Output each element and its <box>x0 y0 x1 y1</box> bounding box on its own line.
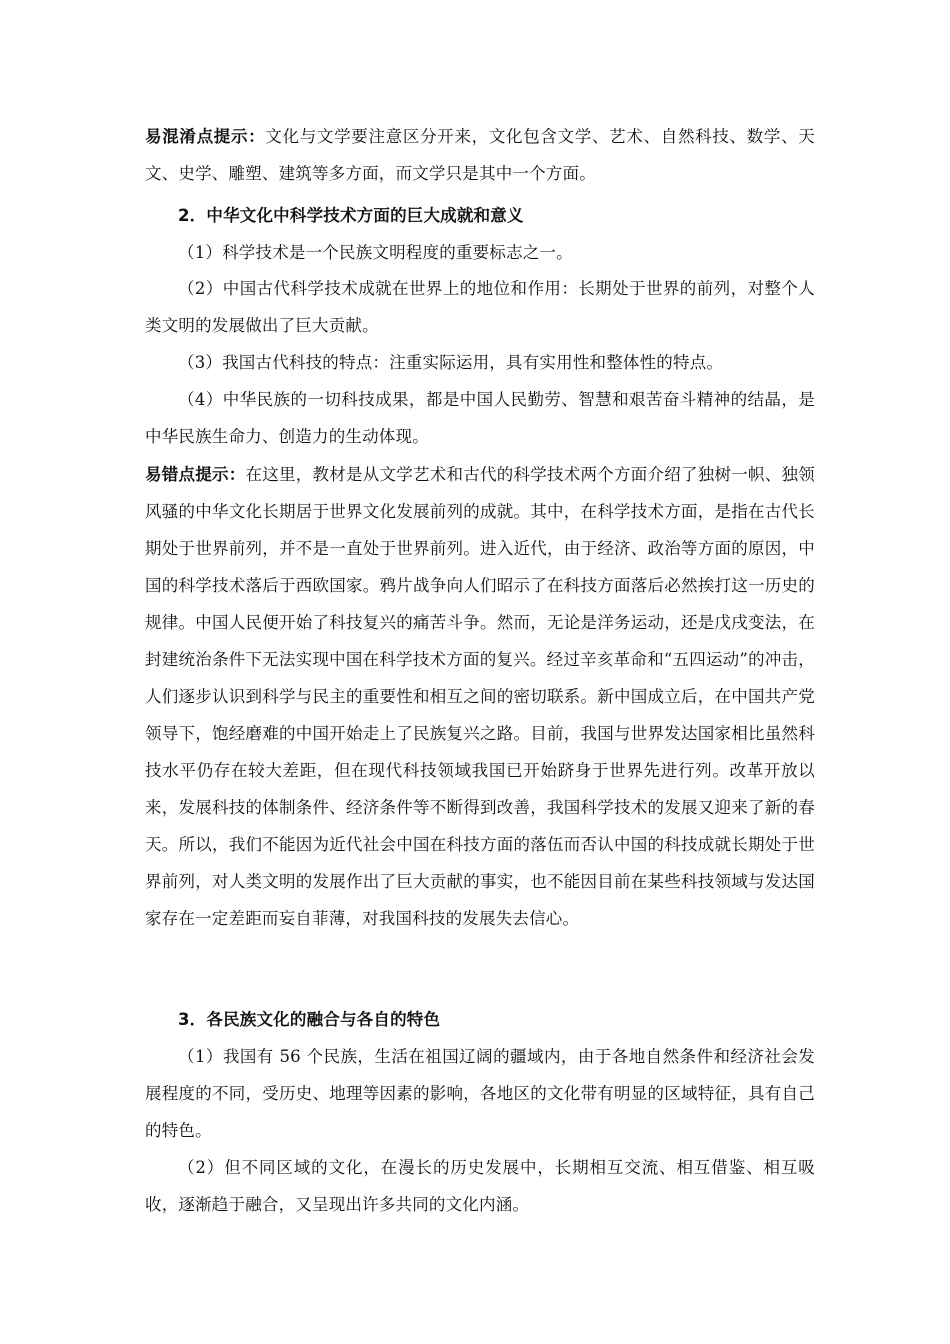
error-tip-label: 易错点提示： <box>145 465 246 484</box>
error-tip-paragraph <box>145 456 815 937</box>
paragraph-3-2: （2）但不同区域的文化，在漫长的历史发展中，长期相互交流、相互借鉴、相互吸收，逐渐趋于融合，又呈现出许多共同的文化内涵。 <box>145 1158 815 1214</box>
error-tip-text: 在这里，教材是从文学艺术和古代的科学技术两个方面介绍了独树一帜、独领风骚的中华文化长期居于世界文化发展前列的成就。其中，在科学技术方面，是指在古代长期处于世界前列，并不是一直处于世界前列。进入近代，由于经济、政治等方面的原因，中国的科学技术落后于西欧国家。鸦片战争向人们昭示了在科技方面落后必然挨打这一历史的规律。中国人民便开始了科技复兴的痛苦斗争。然而，无论是洋务运动，还是戊戌变法，在封建统治条件下无法实现中国在科学技术方面的复兴。经过辛亥革命和“五四运动”的冲击，人们逐步认识到科学与民主的重要性和相互之间的密切联系。新中国成立后，在中国共产党领导下，饱经磨难的中国开始走上了民族复兴之路。目前，我国与世界发达国家相比虽然科技水平仍存在较大差距，但在现代科技领域我国已开始跻身于世界先进行列。改革开放以来，发展科技的体制条件、经济条件等不断得到改善，我国科学技术的发展又迎来了新的春天。所以，我们不能因为近代社会中国在科技方面的落伍而否认中国的科技成就长期处于世界前列，对人类文明的发展作出了巨大贡献的事实，也不能因目前在某些科技领域与发达国家存在一定差距而妄自菲薄，对我国科技的发展失去信心。 <box>145 465 815 928</box>
paragraph-2-4: （4）中华民族的一切科技成果，都是中国人民勤劳、智慧和艰苦奋斗精神的结晶，是中华民族生命力、创造力的生动体现。 <box>145 390 815 446</box>
paragraph-2-2: （2）中国古代科学技术成就在世界上的地位和作用：长期处于世界的前列，对整个人类文明的发展做出了巨大贡献。 <box>145 279 815 335</box>
paragraph-2-3: （3）我国古代科技的特点：注重实际运用，具有实用性和整体性的特点。 <box>178 353 724 372</box>
confusion-tip-paragraph <box>145 118 815 192</box>
confusion-tip-label: 易混淆点提示： <box>145 127 266 146</box>
paragraph-2-1: （1）科学技术是一个民族文明程度的重要标志之一。 <box>178 243 573 262</box>
paragraph-3-1: （1）我国有 56 个民族，生活在祖国辽阔的疆域内，由于各地自然条件和经济社会发展程度的不同，受历史、地理等因素的影响，各地区的文化带有明显的区域特征，具有自己的特色。 <box>145 1047 815 1140</box>
section-heading-2: 2．中华文化中科学技术方面的巨大成就和意义 <box>178 206 524 225</box>
section-heading-3: 3．各民族文化的融合与各自的特色 <box>178 1010 441 1029</box>
confusion-tip-text: 文化与文学要注意区分开来，文化包含文学、艺术、自然科技、数学、天文、史学、雕塑、建筑等多方面，而文学只是其中一个方面。 <box>145 127 815 183</box>
